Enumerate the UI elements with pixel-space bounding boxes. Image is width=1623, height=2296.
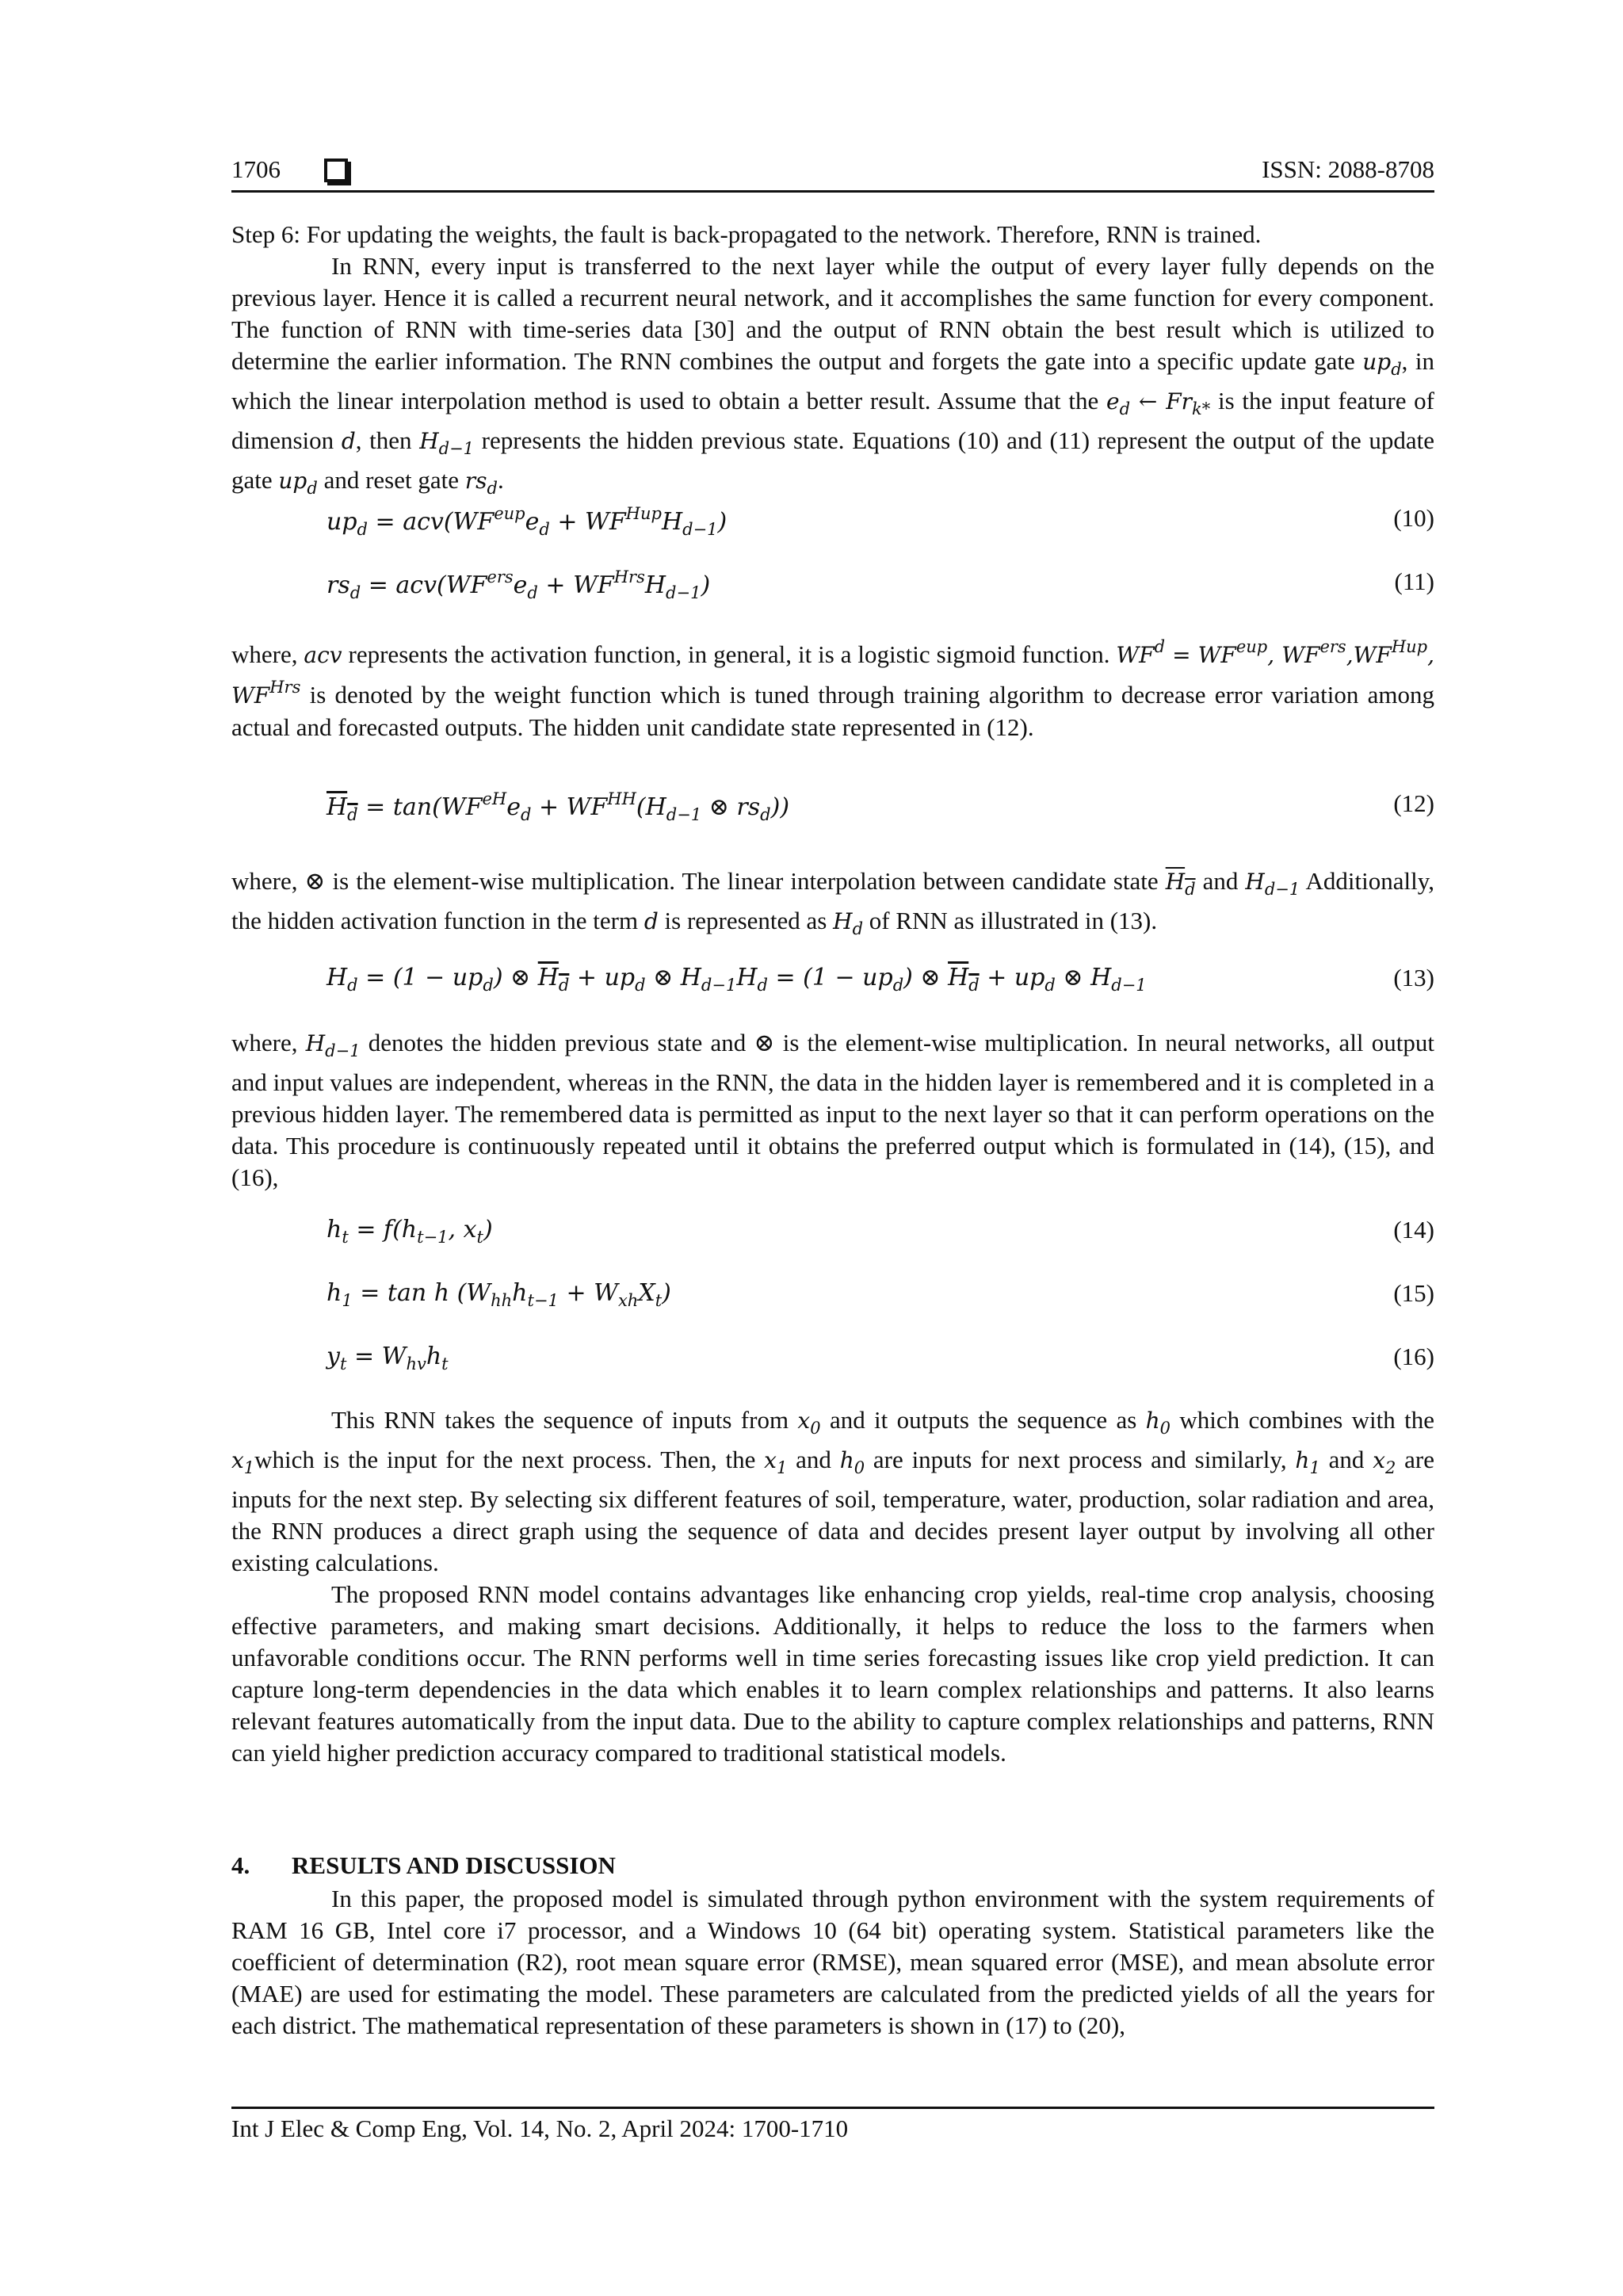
hidden-state-paragraph: where, $H_{d-1}$ denotes the hidden previous state and ⊗ is the element-wise multiplication. In neural networks, all output and input values are independent, whereas in the RNN, the data in the hidden layer is remembered and it is completed in a previous hidden layer. The remembered data is permitted as input to the next layer so that it can perform operations on the data. This procedure is continuously repeated until it obtains the preferred output which is formulated in (14), (15), and (16),	[231, 1029, 1435, 1191]
section-number: 4.	[231, 1851, 250, 1879]
proposed-model-paragraph: The proposed RNN model contains advantages like enhancing crop yields, real-time crop analysis, choosing effective parameters, and making smart decisions. Additionally, it helps to reduce the loss to the farmers when unfavorable conditions occur. The RNN performs well in time series forecasting issues like crop yield prediction. It can capture long-term dependencies in the data which enables it to learn complex relationships and patterns. It also learns relevant features automatically from the input data. Due to the ability to capture complex relationships and patterns, RNN can yield higher prediction accuracy compared to traditional statistical models.	[231, 1580, 1434, 1767]
body-block-2	[231, 631, 1434, 743]
body-block-6	[231, 1883, 1434, 2042]
equation-number: (15)	[1393, 1279, 1434, 1307]
footer-rule	[231, 2107, 1434, 2109]
section-title: RESULTS AND DISCUSSION	[292, 1851, 616, 1879]
header-rule	[231, 190, 1434, 193]
equation-11: $rs_d = acv(WF^{ers}e_d + WF^{Hrs}H_{d-1})$ (11)	[327, 567, 1434, 602]
equation-number: (13)	[1393, 964, 1434, 991]
equation-number: (16)	[1393, 1343, 1434, 1370]
body-block-4	[231, 1027, 1434, 1194]
equation-number: (14)	[1393, 1216, 1434, 1244]
equation-12: $H_d = \tan(WF^{eH}e_d + WF^{HH}(H_{d-1}$ ⊗ $rs_d$)) (12)	[327, 789, 1434, 824]
body-block-1	[231, 219, 1434, 504]
equation-16: $y_t = W_{hv}h_t$ (16)	[327, 1343, 1434, 1373]
equation-number: (11)	[1394, 567, 1434, 595]
rnn-intro-paragraph: In RNN, every input is transferred to the next layer while the output of every layer fully depends on the previous layer. Hence it is called a recurrent neural network, and it accomplishes the same function for every component. The function of RNN with time-series data [30] and the output of RNN obtain the best result which is utilized to determine the earlier information. The RNN combines the output and forgets the gate into a specific update gate $up_d$, in which the linear interpolation method is used to obtain a better result. Assume that the $e_d$ ← $Fr_{k*}$ is the input feature of dimension d, then $H_{d-1}$ represents the hidden previous state. Equations (10) and (11) represent the output of the update gate $up_d$ and reset gate $rs_d$.	[231, 252, 1435, 498]
equation-15: $h_1 = \tan h$ $(W_{hh}h_{t-1} + W_{xh}X_t)$ (15)	[327, 1279, 1434, 1310]
page-number: 1706	[231, 155, 281, 183]
section-heading	[231, 1851, 616, 1880]
element-wise-paragraph: where, ⊗ is the element-wise multiplication. The linear interpolation between candidate state $H_d$ and $H_{d-1}$ Additionally, the hidden activation function in the term d is represented as $H_d$ of RNN as illustrated in (13).	[231, 867, 1434, 938]
issn: ISSN: 2088-8708	[1262, 155, 1434, 183]
sequence-paragraph: This RNN takes the sequence of inputs from $x_0$ and it outputs the sequence as $h_0$ which combines with the $x_1which$ is the input for the next process. Then, the $x_1$ and $h_0$ are inputs for next process and similarly, $h_1$ and $x_2$ are inputs for the next step. By selecting six different features of soil, temperature, water, production, solar radiation and area, the RNN produces a direct graph using the sequence of data and decides present layer output by involving all other existing calculations.	[231, 1406, 1435, 1576]
body-block-3	[231, 865, 1434, 945]
running-header	[231, 155, 1434, 190]
equation-number: (12)	[1393, 789, 1434, 817]
results-paragraph: In this paper, the proposed model is simulated through python environment with the system requirements of RAM 16 GB, Intel core i7 processor, and a Windows 10 (64 bit) operating system. Statistical parameters like the coefficient of determination (R2), root mean square error (RMSE), mean squared error (MSE), and mean absolute error (MAE) are used for estimating the model. These parameters are calculated from the predicted yields of all the years for each district. The mathematical representation of these parameters is shown in (17) to (20),	[231, 1885, 1434, 2039]
equation-13: $H_d = (1 - up_d)$ ⊗ $H_d + up_d$ ⊗ $H_{d-1}H_d = (1 - up_d)$ ⊗ $H_d + up_d$ ⊗ $H_{d-1}$ (13)	[327, 964, 1434, 995]
running-footer: Int J Elec & Comp Eng, Vol. 14, No. 2, April 2024: 1700-1710	[231, 2115, 849, 2142]
square-bullet-icon	[324, 159, 348, 182]
body-block-5	[231, 1404, 1434, 1769]
step-6-paragraph: Step 6: For updating the weights, the fault is back-propagated to the network. Therefore, RNN is trained.	[231, 220, 1262, 248]
equation-14: $h_t = f(h_{t-1}$, $x_t$) (14)	[327, 1216, 1434, 1247]
equation-number: (10)	[1393, 504, 1434, 532]
activation-paragraph: where, acv represents the activation function, in general, it is a logistic sigmoid function. $WF^d = WF^{eup}$, $WF^{ers},WF^{Hup}$, $WF^{Hrs}$ is denoted by the weight function which is tuned through training algorithm to decrease error variation among actual and forecasted outputs. The hidden unit candidate state represented in (12).	[231, 637, 1434, 741]
equation-10: $up_d = acv(WF^{eup}e_d + WF^{Hup}H_{d-1})$ (10)	[327, 504, 1434, 539]
